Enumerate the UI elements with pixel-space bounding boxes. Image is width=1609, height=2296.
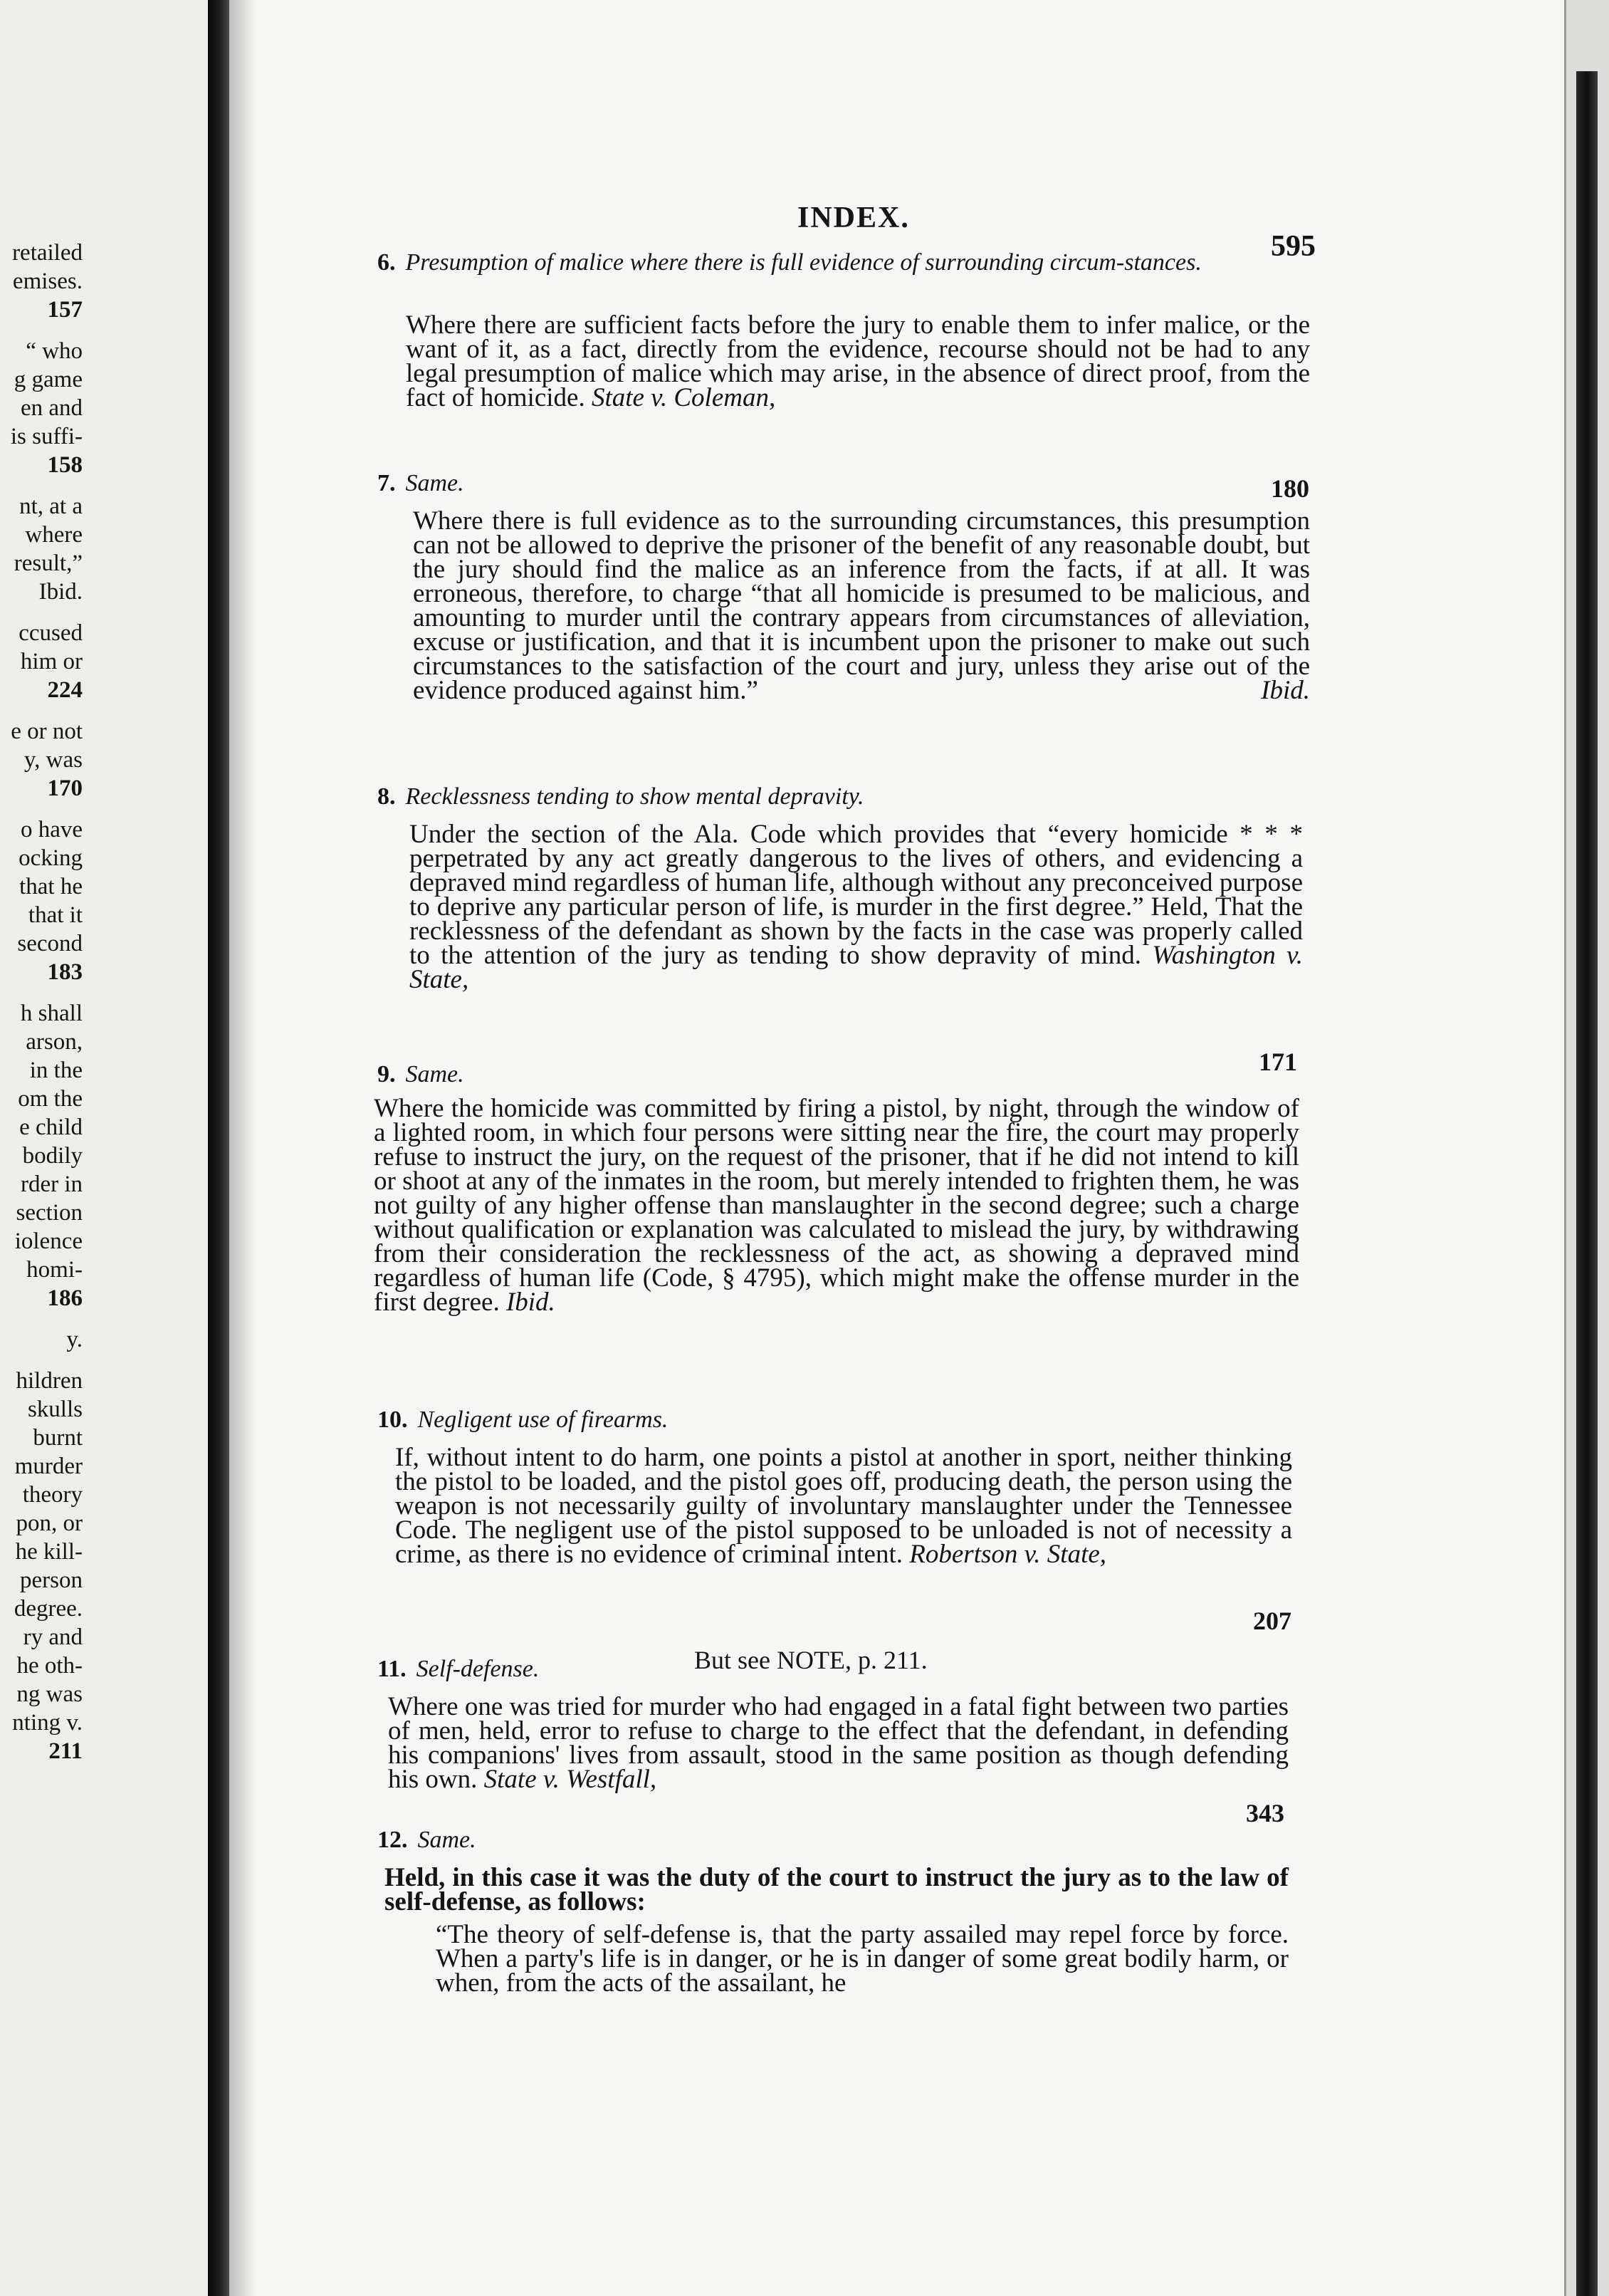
facing-page-line: e child (19, 1115, 83, 1140)
right-page-edge (1566, 0, 1609, 2296)
facing-page-line: ccused (19, 620, 83, 646)
see-note: But see NOTE, p. 211. (694, 1646, 928, 1674)
facing-page-line: that it (28, 902, 83, 928)
facing-page-line: Ibid. (38, 579, 83, 605)
facing-page-line: degree. (14, 1596, 83, 1622)
facing-page-line: he oth- (16, 1653, 83, 1679)
facing-page-line: pon, or (16, 1510, 83, 1536)
facing-page-line: y. (66, 1327, 83, 1352)
entry-heading-6: 6. Presumption of malice where there is full evidence of surrounding circum-stances. (377, 249, 1202, 276)
facing-page-line: hildren (16, 1368, 83, 1394)
facing-page-line: 158 (47, 452, 83, 478)
entry-ref-6: 180 (1271, 474, 1309, 503)
entry-text-7: Where there is full evidence as to the surrounding circumstances, this presumption can not be allowed to deprive the prisoner of the benefit of any reasonable doubt, but the jury should find the malice as an inference from the facts, if at all. It was erroneous, therefore, to charge “that all homicide is presumed to be malicious, and amounting to murder until the contrary appears from circumstances of alleviation, excuse or justification, and that it is incumbent upon the prisoner to make out such circumstances to the satisfaction of the court and jury, unless they arise out of the evidence produced against him.” Ibid. (413, 506, 1310, 705)
entry-text-12: Held, in this case it was the duty of the court to instruct the jury as to the law of self-defense, as follows: (384, 1863, 1289, 1916)
facing-page-line: 186 (47, 1285, 83, 1311)
facing-page-line: he kill- (15, 1539, 83, 1565)
facing-page-line: second (17, 931, 83, 956)
entry-ref-8: 171 (1259, 1048, 1297, 1076)
facing-page-line: iolence (14, 1228, 83, 1254)
facing-page-strip (0, 0, 208, 2296)
gutter-shadow (229, 0, 255, 2296)
facing-page-line: nting v. (12, 1710, 83, 1736)
facing-page-line: that he (19, 874, 83, 899)
page-number: 595 (1271, 230, 1316, 263)
facing-page-line: person (20, 1567, 83, 1593)
facing-page-line: homi- (26, 1257, 83, 1283)
facing-page-line: burnt (33, 1425, 83, 1451)
entry-quote-12: “The theory of self-defense is, that the party assailed may repel force by force. When a party's life is in danger, or he is in danger of some great bodily harm, or when, from the acts of the assailant, he (436, 1920, 1289, 1998)
facing-page-line: 183 (47, 959, 83, 985)
book-spine (208, 0, 229, 2296)
facing-page-line: “ who (26, 338, 83, 364)
facing-page-line: emises. (12, 268, 83, 294)
facing-page-line: where (25, 522, 83, 548)
facing-page-line: 211 (48, 1738, 83, 1764)
entry-ref-10: 207 (1253, 1607, 1291, 1635)
facing-page-line: e or not (11, 719, 83, 744)
facing-page-line: rder in (20, 1172, 83, 1197)
entry-ref-11: 343 (1246, 1799, 1284, 1827)
facing-page-line: ocking (19, 845, 83, 871)
facing-page-line: retailed (12, 240, 83, 266)
facing-page-line: skulls (27, 1397, 83, 1422)
facing-page-line: is suffi- (10, 424, 83, 449)
facing-page-line: om the (18, 1086, 83, 1112)
entry-heading-9: 9. Same. (377, 1061, 464, 1087)
entry-text-6: Where there are sufficient facts before the jury to enable them to infer malice, or the want of it, as a fact, directly from the evidence, recourse should not be had to any legal presumption of malice which may arise, in the absence of direct proof, from the fact of homicide. State v. Coleman, (406, 311, 1310, 412)
facing-page-line: 170 (47, 776, 83, 801)
facing-page-line: en and (20, 395, 83, 421)
facing-page-line: g game (14, 367, 83, 392)
facing-page-line: ng was (16, 1681, 83, 1707)
facing-page-line: theory (22, 1482, 83, 1508)
entry-heading-11: 11. Self-defense. (377, 1656, 540, 1682)
facing-page-line: ry and (23, 1624, 83, 1650)
entry-text-11: Where one was tried for murder who had engaged in a fatal fight between two parties of men, held, error to refuse to charge to the effect that the defendant, in defending his companions' lives from assault, stood in the same position as though defending his own. State v. Westfall, (388, 1692, 1289, 1794)
facing-page-line: section (16, 1200, 83, 1226)
facing-page-line: in the (29, 1058, 83, 1083)
entry-heading-8: 8. Recklessness tending to show mental depravity. (377, 783, 864, 810)
entry-heading-10: 10. Negligent use of firearms. (377, 1407, 669, 1433)
facing-page-line: bodily (22, 1143, 83, 1169)
facing-page-line: murder (14, 1454, 83, 1479)
facing-page-line: h shall (20, 1001, 83, 1026)
entry-text-10: If, without intent to do harm, one points a pistol at another in sport, neither thinking the pistol to be loaded, and the pistol goes off, producing death, the person using the weapon is not necessarily guilty of involuntary manslaughter under the Tennessee Code. The negligent use of the pistol supposed to be unloaded is not of necessity a crime, as there is no evidence of criminal intent. Robertson v. State, (395, 1443, 1292, 1569)
facing-page-line: y, was (23, 747, 83, 773)
facing-page-line: arson, (26, 1029, 83, 1055)
facing-page-line: 224 (47, 677, 83, 703)
facing-page-line: nt, at a (19, 494, 83, 519)
facing-page-line: 157 (47, 297, 83, 323)
entry-text-8: Under the section of the Ala. Code which provides that “every homicide * * * perpetrated by any act greatly dangerous to the lives of others, and evidencing a depraved mind regardless of human life, although without any preconceived purpose to deprive any particular person of life, is murder in the first degree.” Held, That the recklessness of the defendant as shown by the facts in the case was properly called to the attention of the jury as tending to show depravity of mind. Washington v. State, (409, 820, 1304, 994)
facing-page-line: him or (20, 649, 83, 674)
facing-page-line: result,” (14, 550, 83, 576)
running-header: INDEX. (797, 202, 910, 234)
facing-page-line: o have (20, 817, 83, 842)
entry-heading-12: 12. Same. (377, 1827, 476, 1853)
entry-text-9: Where the homicide was committed by firing a pistol, by night, through the window of a lighted room, in which four persons were sitting near the fire, the court may properly refuse to instruct the jury, on the request of the prisoner, that if he did not intend to kill or shoot at any of the inmates in the room, but merely intended to frighten them, he was not guilty of any higher offense than manslaughter in the second degree; such a charge without qualification or explanation was calculated to mislead the jury, by withdrawing from their consideration the recklessness of the act, as showing a depraved mind regardless of human life (Code, § 4795), which might make the offense murder in the first degree. Ibid. (374, 1094, 1299, 1317)
entry-heading-7: 7. Same. (377, 470, 464, 496)
